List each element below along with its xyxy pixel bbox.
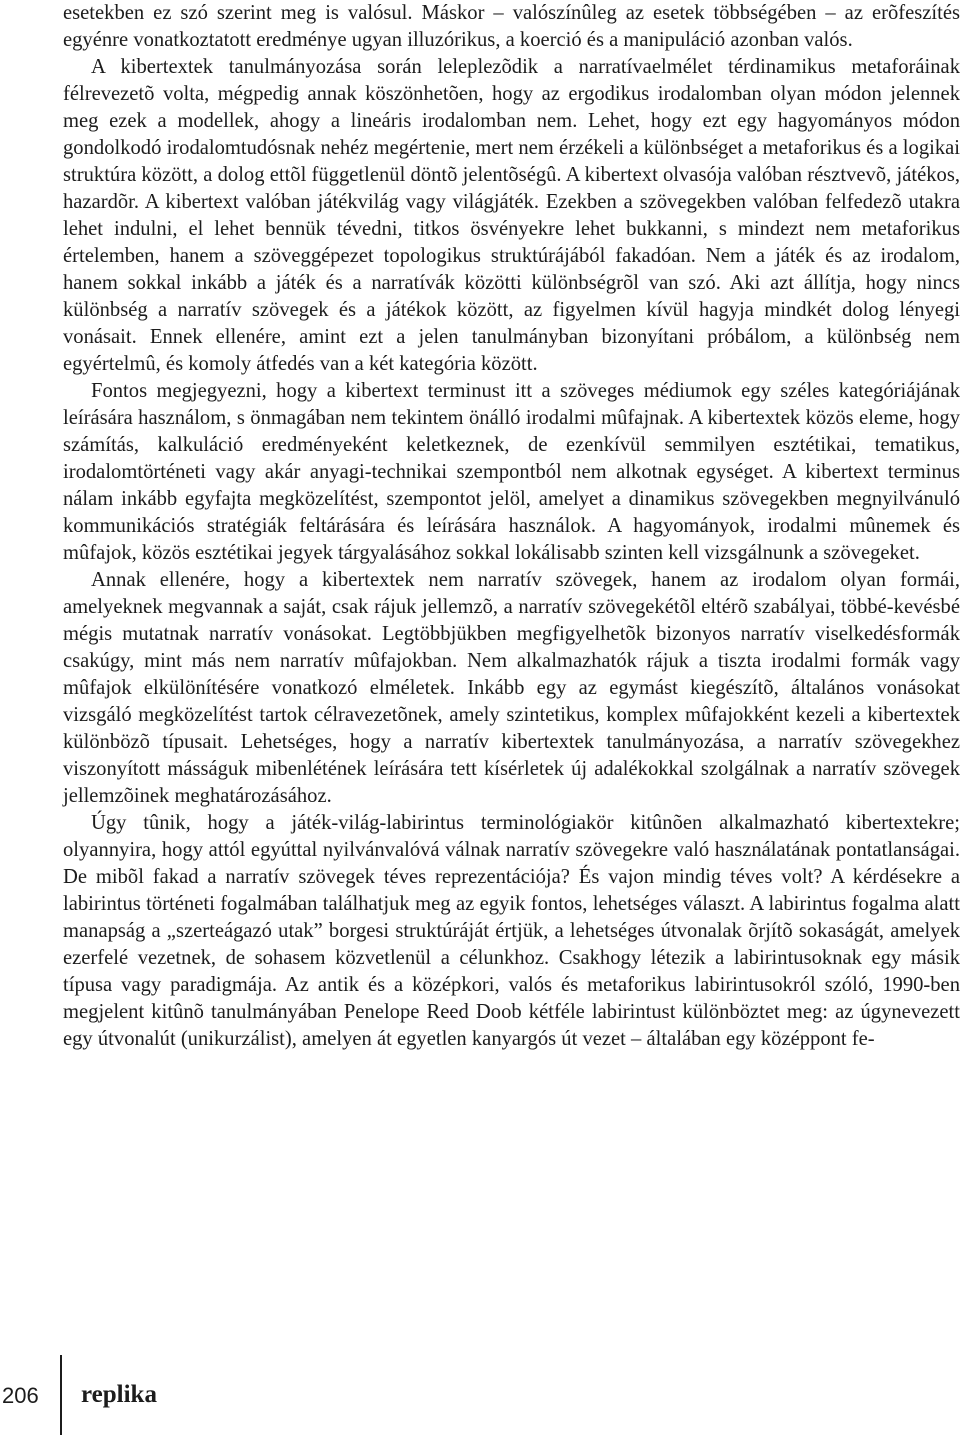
paragraph-3: Fontos megjegyezni, hogy a kibertext terminust itt a szöveges médiumok egy széles kategóriájának leírására használom, s önmagában nem tekintem önálló irodalmi mûfajnak. A kibertextek közös eleme, hogy számítás, kalkuláció eredményeként keletkeznek, de ezenkívül semmilyen esztétikai, tematikus, irodalomtörténeti vagy akár anyagi-technikai szempontból nem alkotnak egységet. A kibertext terminus nálam inkább egyfajta megközelítést, szempontot jelöl, amelyet a dinamikus szövegekben megnyilvánuló kommunikációs stratégiák feltárására és leírására használok. A hagyományok, irodalmi mûnemek és mûfajok, közös esztétikai jegyek tárgyalásához sokkal lokálisabb szinten kell vizsgálnunk a szövegeket.	[63, 380, 960, 564]
footer-divider	[60, 1355, 62, 1435]
body-text	[63, 0, 960, 1053]
journal-name: replika	[81, 1381, 157, 1408]
paragraph-4: Annak ellenére, hogy a kibertextek nem narratív szövegek, hanem az irodalom olyan formái, amelyeknek megvannak a saját, csak rájuk jellemzõ, a narratív szövegekétõl eltérõ szabályai, többé-kevésbé mégis mutatnak narratív vonásokat. Legtöbbjükben megfigyelhetõk bizonyos narratív viselkedésformák csakúgy, mint más nem narratív mûfajokban. Nem alkalmazhatók rájuk a tiszta irodalmi formák vagy mûfajok elkülönítésére vonatkozó elméletek. Inkább egy az egymást kiegészítõ, általános vonásokat vizsgáló megközelítést tartok célravezetõnek, amely szintetikus, komplex mûfajokként kezeli a kibertextek különbözõ típusait. Lehetséges, hogy a narratív kibertextek tanulmányozása, a narratív szövegekhez viszonyított másságuk mibenlétének leírására tett kísérletek új adalékokkal szolgálnak a narratív szövegek jellemzõinek meghatározásához.	[63, 569, 960, 807]
paragraph-5: Úgy tûnik, hogy a játék-világ-labirintus terminológiakör kitûnõen alkalmazható kibertextekre; olyannyira, hogy attól egyúttal nyilvánvalóvá válnak narratív szövegekre való használatának pontatlanságai. De mibõl fakad a narratív szövegek téves reprezentációja? És vajon mindig téves volt? A kérdésekre a labirintus történeti fogalmában találhatjuk meg az egyik fontos, lehetséges választ. A labirintus fogalma alatt manapság a „szerteágazó utak” borgesi struktúráját értjük, a lehetséges útvonalak õrjítõ sokaságát, amelyek ezerfelé vezetnek, de sohasem közvetlenül a célunkhoz. Csakhogy létezik a labirintusoknak egy másik típusa vagy paradigmája. Az antik és a középkori, valós és metaforikus labirintusokról szóló, 1990-ben megjelent kitûnõ tanulmányában Penelope Reed Doob kétféle labirintust különböztet meg: az úgynevezett egy útvonalút (unikurzálist), amelyen át egyetlen kanyargós út vezet – általában egy középpont fe-	[63, 812, 960, 1050]
page-number: 206	[2, 1383, 39, 1408]
paragraph-1: esetekben ez szó szerint meg is valósul. Máskor – valószínûleg az esetek többségében – az erõfeszítés egyénre vonatkoztatott eredménye ugyan illuzórikus, a koerció és a manipuláció azonban valós.	[63, 2, 960, 51]
page-footer	[0, 1355, 960, 1435]
paragraph-2: A kibertextek tanulmányozása során leleplezõdik a narratívaelmélet térdinamikus metaforáinak félrevezetõ volta, mégpedig annak köszönhetõen, hogy az ergodikus irodalomban olyan módon jelennek meg ezek a modellek, ahogy a lineáris irodalomban nem. Lehet, hogy ezt egy hagyományos módon gondolkodó irodalomtudósnak nehéz megértenie, mert nem érzékeli a különbséget a metaforikus és a logikai struktúra között, a dolog ettõl függetlenül döntõ jelentõségû. A kibertext olvasója valóban résztvevõ, játékos, hazardõr. A kibertext valóban játékvilág vagy világjáték. Ezekben a szövegekben valóban felfedezõ utakra lehet indulni, el lehet bennük tévedni, titkos ösvényekre lehet bukkanni, s mindezt nem metaforikus értelemben, hanem a szöveggépezet topologikus struktúrájából fakadóan. Nem a játék és az irodalom, hanem sokkal inkább a játék és a narratívák közötti különbségrõl van szó. Aki azt állítja, hogy nincs különbség a narratív szövegek és a játékok között, az figyelmen kívül hagyja mindkét dolog lényegi vonásait. Ennek ellenére, amint ezt a jelen tanulmányban bizonyítani próbálom, a különbség nem egyértelmû, és komoly átfedés van a két kategória között.	[63, 56, 960, 375]
